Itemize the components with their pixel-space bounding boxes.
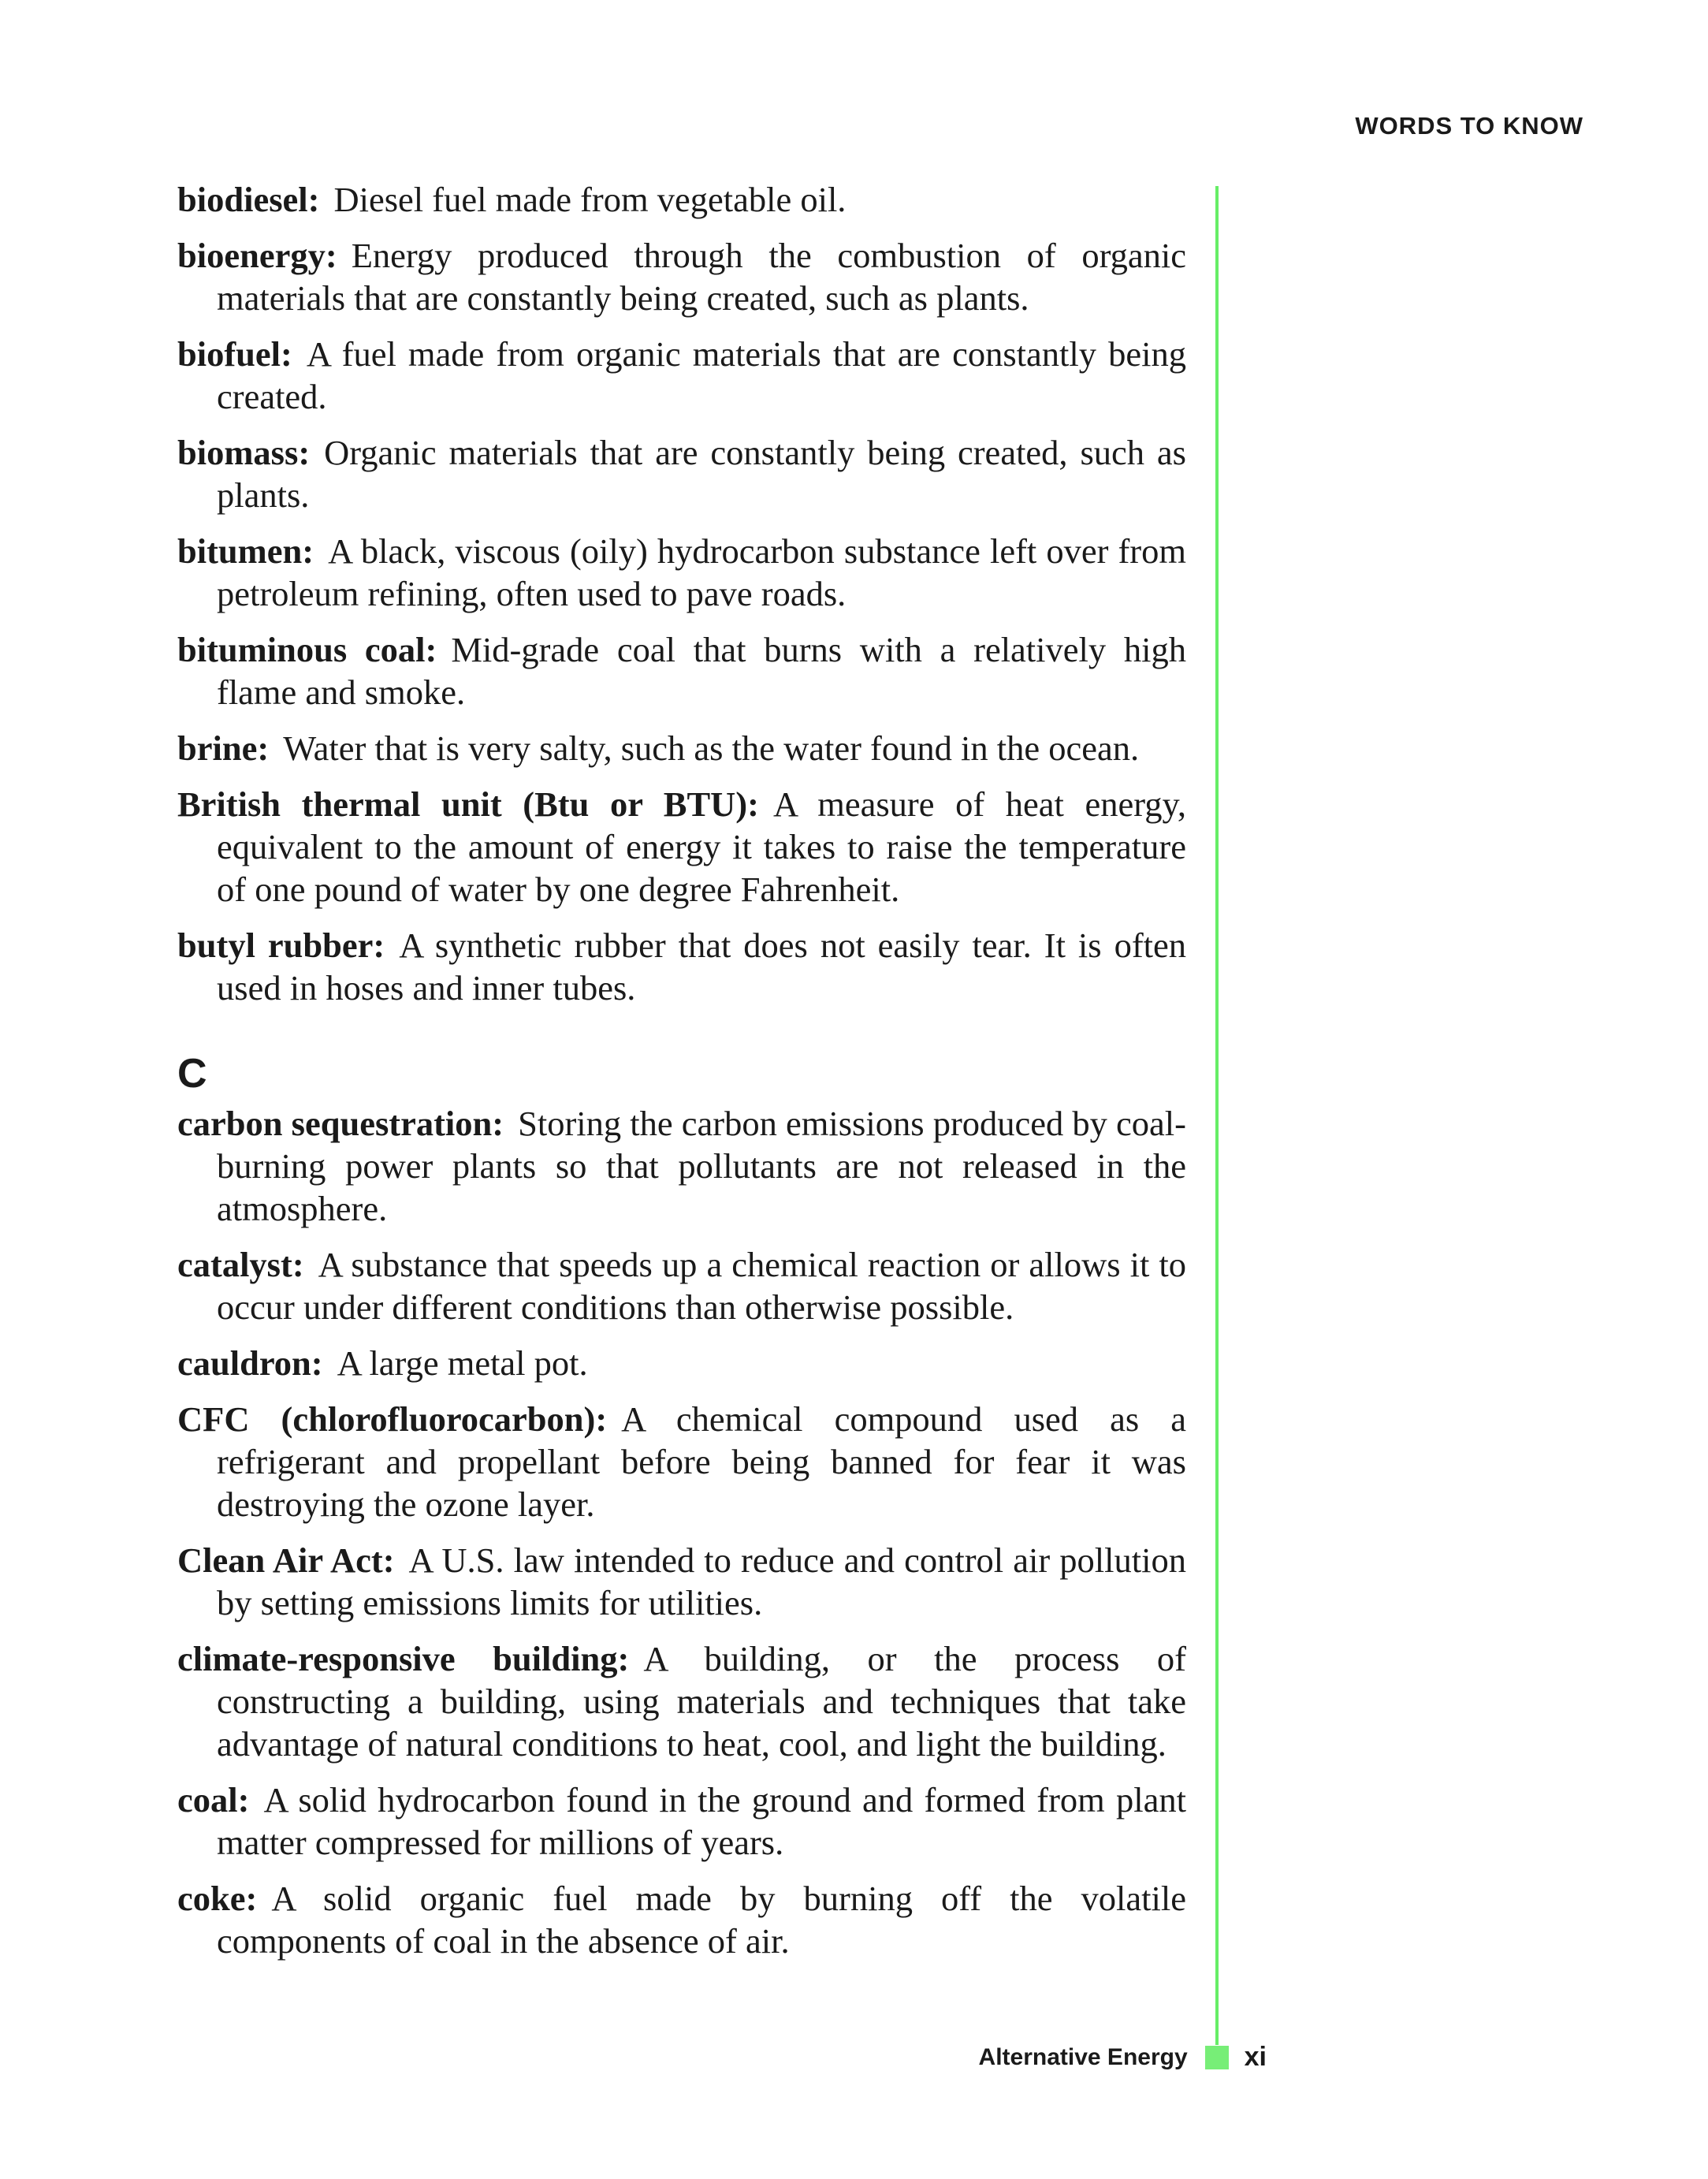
- glossary-term: biofuel:: [177, 334, 292, 374]
- glossary-definition: Organic materials that are constantly being created, such as plants.: [217, 433, 1186, 515]
- glossary-term: butyl rubber:: [177, 926, 385, 965]
- page-footer: [979, 2042, 1267, 2073]
- glossary-entry-climate-responsive-building: [177, 1637, 1186, 1765]
- glossary-definition: A black, viscous (oily) hydrocarbon substance left over from petroleum refining, often used to pave roads.: [217, 531, 1186, 613]
- glossary-definition: A synthetic rubber that does not easily tear. It is often used in hoses and inner tubes.: [217, 926, 1186, 1008]
- glossary-entry-bitumen: [177, 530, 1186, 615]
- glossary-term: cauldron:: [177, 1343, 323, 1383]
- running-head: WORDS TO KNOW: [1355, 112, 1583, 140]
- glossary-definition: A solid hydrocarbon found in the ground and formed from plant matter compressed for millions of years.: [217, 1780, 1186, 1862]
- glossary-definition: A chemical compound used as a refrigerant and propellant before being banned for fear it was destroying the ozone layer.: [217, 1399, 1187, 1524]
- glossary-definition: Energy produced through the combustion of organic materials that are constantly being created, such as plants.: [217, 236, 1186, 318]
- glossary-definition: Mid-grade coal that burns with a relatively high flame and smoke.: [217, 630, 1186, 712]
- glossary-definition: Water that is very salty, such as the water found in the ocean.: [283, 728, 1140, 768]
- glossary-term: CFC (chlorofluorocarbon):: [177, 1399, 608, 1439]
- glossary-entry-coal: [177, 1779, 1186, 1864]
- section-letter-c: C: [177, 1051, 207, 1097]
- margin-rule: [1215, 186, 1219, 2045]
- glossary-entry-clean-air-act: [177, 1539, 1186, 1624]
- glossary-entry-coke: [177, 1877, 1186, 1962]
- glossary-entry-biodiesel: [177, 178, 1186, 221]
- glossary-entry-bituminous-coal: [177, 628, 1186, 713]
- glossary-column: [177, 178, 1186, 1976]
- glossary-definition: A solid organic fuel made by burning off the volatile components of coal in the absence of air.: [217, 1879, 1186, 1961]
- glossary-term: British thermal unit (Btu or BTU):: [177, 784, 759, 824]
- glossary-term: coke:: [177, 1879, 258, 1918]
- glossary-definition: Diesel fuel made from vegetable oil.: [333, 180, 847, 219]
- glossary-definition: A fuel made from organic materials that are constantly being created.: [217, 334, 1186, 416]
- glossary-definition: Storing the carbon emissions produced by coal-burning power plants so that pollutants are not released in the atmosphere.: [217, 1104, 1186, 1228]
- glossary-term: coal:: [177, 1780, 250, 1820]
- glossary-term: brine:: [177, 728, 270, 768]
- glossary-term: climate-responsive building:: [177, 1639, 630, 1678]
- glossary-entry-brine: [177, 727, 1186, 769]
- glossary-term: carbon sequestration:: [177, 1104, 504, 1143]
- glossary-term: bitumen:: [177, 531, 314, 571]
- glossary-entry-cfc: [177, 1398, 1186, 1525]
- glossary-definition: A building, or the process of constructing a building, using materials and techniques that take advantage of natural conditions to heat, cool, and light the building.: [217, 1639, 1186, 1764]
- glossary-entry-catalyst: [177, 1243, 1186, 1328]
- glossary-entry-bioenergy: [177, 234, 1186, 319]
- footer-book-title: Alternative Energy: [978, 2043, 1188, 2070]
- glossary-term: Clean Air Act:: [177, 1540, 395, 1580]
- glossary-term: biodiesel:: [177, 180, 320, 219]
- glossary-definition: A measure of heat energy, equivalent to the amount of energy it takes to raise the temperature of one pound of water by one degree Fahrenheit.: [217, 784, 1186, 909]
- glossary-entry-biofuel: [177, 333, 1186, 418]
- footer-square-icon: [1205, 2046, 1229, 2069]
- glossary-term: bioenergy:: [177, 236, 337, 275]
- glossary-entry-carbon-sequestration: [177, 1102, 1186, 1230]
- glossary-definition: A U.S. law intended to reduce and control air pollution by setting emissions limits for utilities.: [217, 1540, 1187, 1622]
- glossary-entry-cauldron: [177, 1342, 1186, 1384]
- glossary-definition: A large metal pot.: [337, 1343, 588, 1383]
- glossary-entry-biomass: [177, 431, 1186, 516]
- glossary-term: biomass:: [177, 433, 311, 472]
- glossary-definition: A substance that speeds up a chemical reaction or allows it to occur under different conditions than otherwise possible.: [217, 1245, 1186, 1327]
- page-number: xi: [1244, 2042, 1267, 2072]
- glossary-term: bituminous coal:: [177, 630, 437, 669]
- glossary-entry-butyl-rubber: [177, 924, 1186, 1009]
- glossary-term: catalyst:: [177, 1245, 304, 1284]
- glossary-entry-british-thermal-unit: [177, 783, 1186, 911]
